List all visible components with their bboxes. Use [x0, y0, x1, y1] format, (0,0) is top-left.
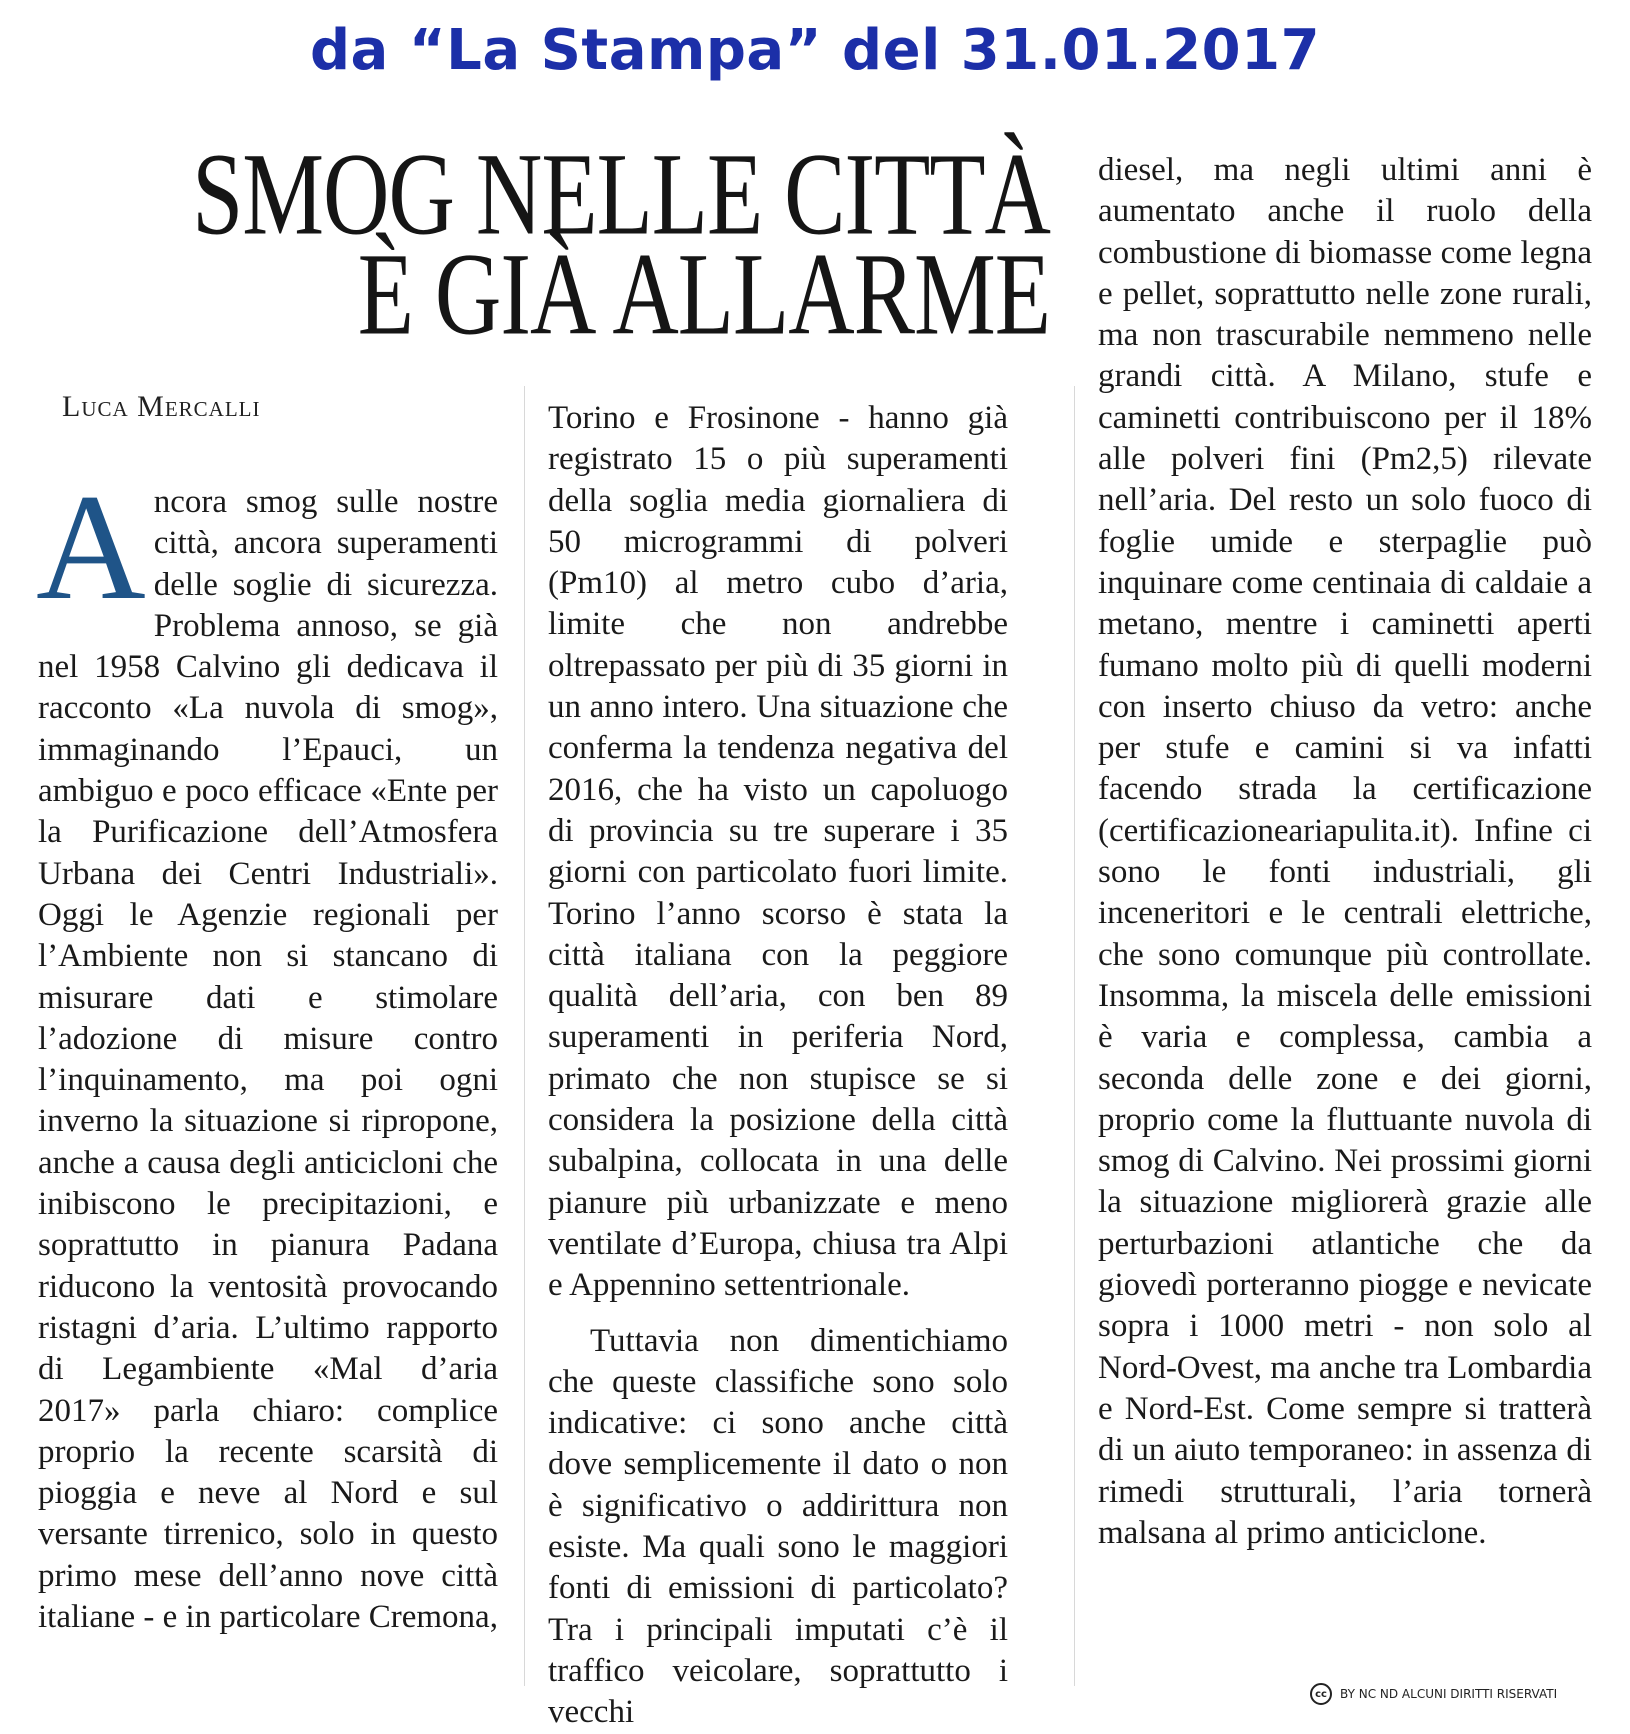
- article-column-3: [1098, 150, 1592, 1554]
- article-paragraph: Tuttavia non dimentichiamo che queste classifiche sono solo indicative: ci sono anche città dove semplicemente il dato o non è significativo o addirittura non esiste. Ma quali sono le maggiori fonti di emissioni di particolato? Tra i principali imputati c’è il traffico veicolare, soprattutto i vecchi: [548, 1322, 1008, 1731]
- creative-commons-icon: cc: [1310, 1683, 1332, 1705]
- column-divider: [524, 386, 525, 1686]
- source-line: da “La Stampa” del 31.01.2017: [309, 18, 1321, 83]
- article-paragraph: diesel, ma negli ultimi anni è aumentato anche il ruolo della combustione di biomasse come legna e pellet, soprattutto nelle zone rurali, ma non trascurabile nemmeno nelle grandi città. A Milano, stufe e caminetti contribuiscono per il 18% alle polveri fini (Pm2,5) rilevate nell’aria. Del resto un solo fuoco di foglie umide e sterpaglie può inquinare come centinaia di caldaie a metano, mentre i caminetti aperti fumano molto più di quelli moderni con inserto chiuso da vetro: anche per stufe e camini si va infatti facendo strada la certificazione (certificazioneariapulita.it). Infine ci sono le fonti industriali, gli inceneritori e le centrali elettriche, che sono comunque più controllate. Insomma, la miscela delle emissioni è varia e complessa, cambia a seconda delle zone e dei giorni, proprio come la fluttuante nuvola di smog di Calvino. Nei prossimi giorni la situazione migliorerà grazie alle perturbazioni atlantiche che da giovedì porteranno piogge e nevicate sopra i 1000 metri - non solo al Nord-Ovest, ma anche tra Lombardia e Nord-Est. Come sempre si tratterà di un aiuto temporaneo: in assenza di rimedi strutturali, l’aria tornerà malsana al primo anticiclone.: [1098, 152, 1592, 1551]
- headline: [60, 128, 1050, 360]
- license-notice: [1310, 1683, 1557, 1705]
- column-divider: [1074, 386, 1075, 1686]
- column-1-text: ncora smog sulle nostre città, ancora superamenti delle soglie di sicurezza. Problema annoso, se già nel 1958 Calvino gli dedicava il racconto «La nuvola di smog», immaginando l’Epauci, un ambiguo e poco efficace «Ente per la Purificazione dell’Atmosfera Urbana dei Centri Industriali». Oggi le Agenzie regionali per l’Ambiente non si stancano di misurare dati e stimolare l’adozione di misure contro l’inquinamento, ma poi ogni inverno la situazione si ripropone, anche a causa degli anticicloni che inibiscono le precipitazioni, e soprattutto in pianura Padana riducono la ventosità provocando ristagni d’aria. L’ultimo rapporto di Legambiente «Mal d’aria 2017» parla chiaro: complice proprio la recente scarsità di pioggia e neve al Nord e sul versante tirrenico, solo in questo primo mese dell’anno nove città italiane - e in particolare Cremona,: [38, 484, 498, 1636]
- article-column-1: [36, 463, 498, 1638]
- license-text: BY NC ND ALCUNI DIRITTI RISERVATI: [1340, 1687, 1558, 1701]
- headline-line-2: È GIÀ ALLARME: [357, 228, 1050, 360]
- article-paragraph: Torino e Frosinone - hanno già registrato 15 o più superamenti della soglia media giornaliera di 50 microgrammi di polveri (Pm10) al metro cubo d’aria, limite che non andrebbe oltrepassato per più di 35 giorni in un anno intero. Una situazione che conferma la tendenza negativa del 2016, che ha visto un capoluogo di provincia su tre superare i 35 giorni con particolato fuori limite. Torino l’anno scorso è stata la città italiana con la peggiore qualità dell’aria, con ben 89 superamenti in periferia Nord, primato che non stupisce se si considera la posizione della città subalpina, collocata in una delle pianure più urbanizzate e meno ventilate d’Europa, chiusa tra Alpi e Appennino settentrionale.: [548, 400, 1008, 1304]
- headline-line-1: SMOG NELLE CITTÀ: [192, 128, 1050, 260]
- article-paragraph: [36, 463, 498, 1638]
- dropcap: A: [36, 463, 146, 631]
- article-column-2: [548, 398, 1008, 1734]
- author-byline: Luca Mercalli: [62, 390, 261, 423]
